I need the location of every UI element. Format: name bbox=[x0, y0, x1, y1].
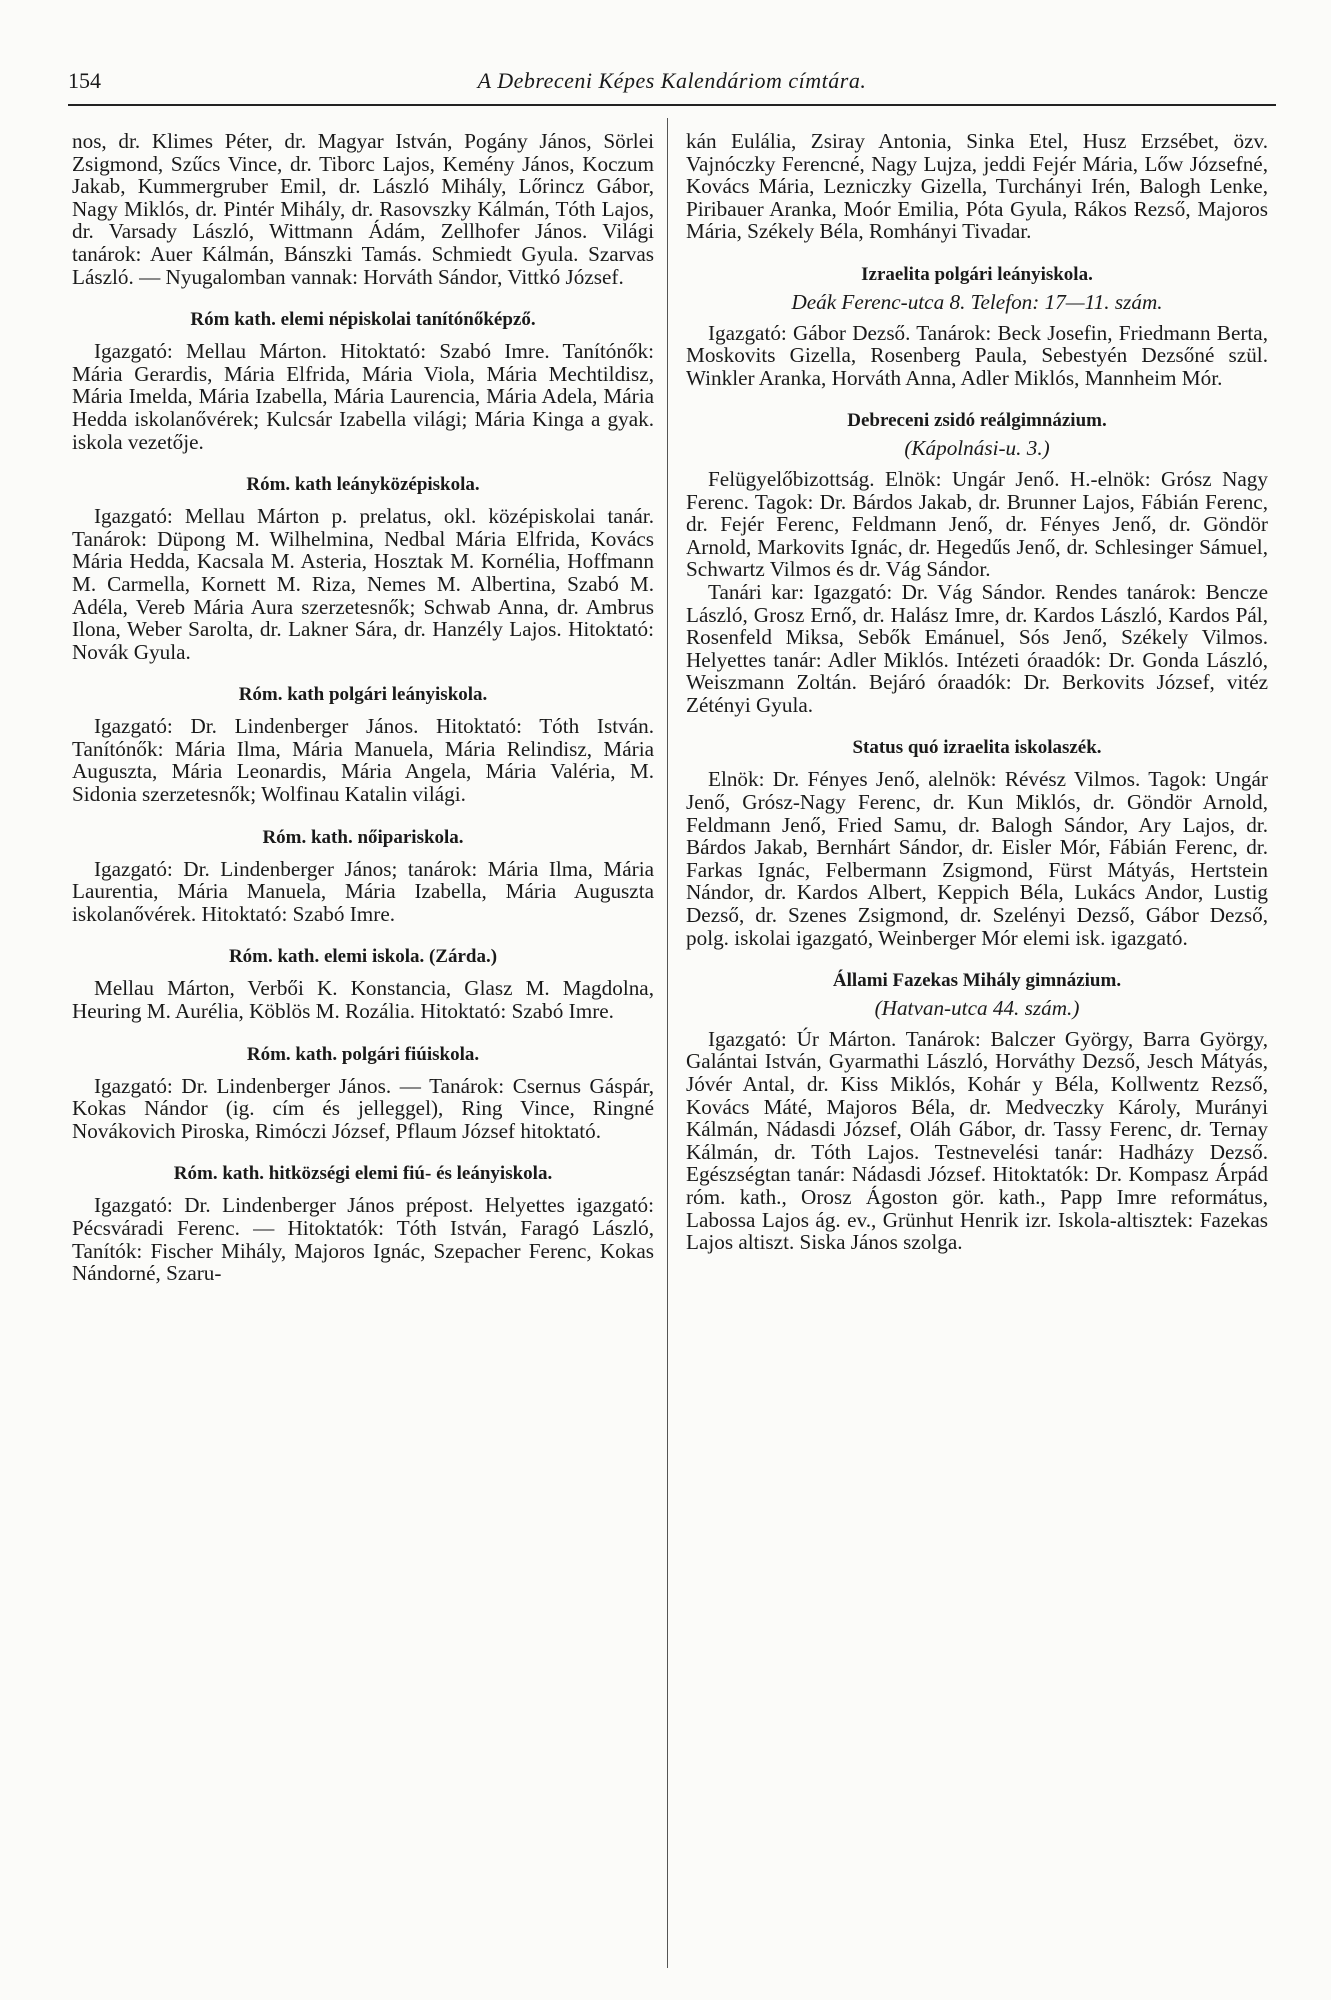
section-status-quo bbox=[686, 736, 1268, 949]
column-divider bbox=[667, 118, 668, 1968]
page-number: 154 bbox=[68, 68, 101, 93]
section-title: Róm kath. elemi népiskolai tanítónőképző. bbox=[190, 309, 536, 331]
section-title: Izraelita polgári leányiskola. bbox=[861, 263, 1093, 285]
section-text: Igazgató: Dr. Lindenberger János. — Tanárok: Csernus Gáspár, Kokas Nándor (ig. cím és jelleggel), Ring Vince, Ringné Novákovich Piroska, Rimóczi József, Pflaum József hitoktató. bbox=[72, 1073, 654, 1143]
section-title: Róm. kath. elemi iskola. (Zárda.) bbox=[228, 946, 498, 968]
section-title: Status quó izraelita iskolaszék. bbox=[852, 737, 1102, 759]
section-subtitle: Deák Ferenc-utca 8. Telefon: 17—11. szám. bbox=[791, 289, 1163, 314]
section-title: Róm. kath. nőipariskola. bbox=[262, 826, 464, 848]
section-text: Igazgató: Mellau Márton. Hitoktató: Szabó Imre. Tanítónők: Mária Gerardis, Mária Elfrida, Mária Viola, Mária Mechtildisz, Mária Imelda, Mária Izabella, Mária Laurencia, Mária Adela, Mária Hedda iskolanővérek; Kulcsár Izabella világi; Mária Kinga a gyak. iskola vezetője. bbox=[72, 339, 654, 454]
section-zsido-realgimnazium bbox=[686, 409, 1268, 716]
section-noipariskola bbox=[72, 826, 654, 926]
page-header bbox=[68, 64, 1276, 106]
section-title: Róm. kath. hitközségi elemi fiú- és leányiskola. bbox=[173, 1163, 553, 1185]
section-text: Elnök: Dr. Fényes Jenő, alelnök: Révész Vilmos. Tagok: Ungár Jenő, Grósz-Nagy Ferenc, dr. Kun Miklós, dr. Göndör Arnold, Feldmann Jenő, Fried Samu, dr. Balogh Sándor, Ary Lajos, dr. Bárdos Jakab, Bernhárt Sándor, dr. Eisler Mór, Fábián Ferenc, dr. Farkas Ignác, Felbermann Zsigmond, Fürst Mátyás, Hertstein Nándor, dr. Kardos Albert, Keppich Béla, Lukács Andor, Lustig Dezső, dr. Szenes Zsigmond, dr. Szelényi Dezső, Gábor Dezső, polg. iskolai igazgató, Weinberger Mór elemi isk. igazgató. bbox=[686, 767, 1268, 950]
section-izraelita-polgari bbox=[686, 263, 1268, 389]
running-title: A Debreceni Képes Kalendáriom címtára. bbox=[477, 68, 867, 93]
section-text: Igazgató: Dr. Lindenberger János prépost. Helyettes igazgató: Pécsváradi Ferenc. — Hitoktatók: Tóth István, Faragó László, Tanítók: Fischer Mihály, Majoros Ignác, Szepacher Ferenc, Kokas Nándorné, Szaru- bbox=[72, 1193, 654, 1286]
section-title: Róm. kath. polgári fiúiskola. bbox=[246, 1043, 480, 1065]
section-text: Igazgató: Dr. Lindenberger János; tanárok: Mária Ilma, Mária Laurentia, Mária Manuela, Mária Izabella, Mária Auguszta iskolanővérek. Hitoktató: Szabó Imre. bbox=[72, 856, 654, 926]
section-text: Igazgató: Mellau Márton p. prelatus, okl. középiskolai tanár. Tanárok: Düpong M. Wilhelmina, Nedbal Mária Elfrida, Kovács Mária Hedda, Kacsala M. Asteria, Hosztak M. Kornélia, Hoffmann M. Carmella, Kornett M. Riza, Nemes M. Albertina, Szabó M. Adéla, Vereb Mária Aura szerzetesnők; Schwab Anna, dr. Ambrus Ilona, Weber Sarolta, dr. Lakner Sára, dr. Hanzély Lajos. Hitoktató: Novák Gyula. bbox=[72, 504, 654, 664]
section-noikepzo bbox=[72, 308, 654, 453]
section-hitkozsegi-elemi bbox=[72, 1162, 654, 1284]
section-title: Róm. kath leányközépiskola. bbox=[246, 474, 480, 496]
section-title: Debreceni zsidó reálgimnázium. bbox=[847, 410, 1107, 432]
section-text: Igazgató: Dr. Lindenberger János. Hitoktató: Tóth István. Tanítónők: Mária Ilma, Mária Manuela, Mária Relindisz, Mária Auguszta, Mária Leonardis, Mária Angela, Mária Valéria, M. Sidonia szerzetesnők; Wolfinau Katalin világi. bbox=[72, 714, 654, 807]
right-intro-text: kán Eulália, Zsiray Antonia, Sinka Etel, Husz Erzsébet, özv. Vajnóczky Ferencné, Nagy Lujza, jeddi Fejér Mária, Lőw Józsefné, Kovács Mária, Lezniczky Gizella, Turchányi Irén, Balogh Lenke, Piribauer Aranka, Moór Emilia, Póta Gyula, Rákos Rezső, Majoros Mária, Székely Béla, Romhányi Tivadar. bbox=[686, 129, 1268, 244]
section-fazekas-gimnazium bbox=[686, 969, 1268, 1254]
left-column bbox=[72, 130, 654, 1285]
section-polgari-fiuiskola bbox=[72, 1043, 654, 1143]
section-polgari-leanyiskola bbox=[72, 683, 654, 805]
section-text: Igazgató: Gábor Dezső. Tanárok: Beck Josefin, Friedmann Berta, Moskovits Gizella, Rosenberg Paula, Sebestyén Dezsőné szül. Winkler Aranka, Horváth Anna, Adler Miklós, Mannheim Mór. bbox=[686, 320, 1268, 390]
section-subtitle: (Kápolnási-u. 3.) bbox=[904, 436, 1050, 461]
section-text: Tanári kar: Igazgató: Dr. Vág Sándor. Rendes tanárok: Bencze László, Grosz Ernő, dr. Halász Imre, dr. Kardos László, Kardos Pál, Rosenfeld Miksa, Sebők Emánuel, Sós Jenő, Székely Vilmos. Helyettes tanár: Adler Miklós. Intézeti óraadók: Dr. Gonda László, Weiszmann Zoltán. Bejáró óraadók: Dr. Berkovits József, vitéz Zétényi Gyula. bbox=[686, 579, 1268, 717]
section-text: Igazgató: Úr Márton. Tanárok: Balczer György, Barra György, Galántai István, Gyarmathi László, Horváthy Dezső, Jesch Mátyás, Jóvér Antal, dr. Kiss Miklós, Kohár y Béla, Kollwentz Rezső, Kovács Máté, Majoros Béla, dr. Medveczky Károly, Murányi Kálmán, Nádasdi József, Oláh Gábor, dr. Tassy Ferenc, dr. Ternay Kálmán, dr. Tóth Lajos. Testnevelési tanár: Hadházy Dezső. Egészségtan tanár: Nádasdi József. Hitoktatók: Dr. Kompasz Árpád róm. kath., Orosz Ágoston gör. kath., Papp Imre református, Labossa Lajos ág. ev., Grünhut Henrik izr. Iskola-altisztek: Fazekas Lajos altiszt. Siska János szolga. bbox=[686, 1026, 1268, 1255]
section-subtitle: (Hatvan-utca 44. szám.) bbox=[874, 996, 1080, 1021]
left-intro-text: nos, dr. Klimes Péter, dr. Magyar István, Pogány János, Sörlei Zsigmond, Szűcs Vince, dr. Tiborc Lajos, Kemény János, Koczum Jakab, Kummergruber Emil, dr. László Mihály, Lőrincz Gábor, Nagy Miklós, dr. Pintér Mihály, dr. Rasovszky Kálmán, Tóth Lajos, dr. Varsady László, Wittmann Ádám, Zellhofer János. Világi tanárok: Auer Kálmán, Bánszki Tamás. Schmiedt Gyula. Szarvas László. — Nyugalomban vannak: Horváth Sándor, Vittkó József. bbox=[72, 129, 654, 289]
section-elemi-iskola-zarda bbox=[72, 945, 654, 1022]
section-title: Állami Fazekas Mihály gimnázium. bbox=[832, 970, 1122, 992]
section-title: Róm. kath polgári leányiskola. bbox=[238, 684, 488, 706]
right-column bbox=[686, 130, 1268, 1254]
section-text: Mellau Márton, Verbői K. Konstancia, Glasz M. Magdolna, Heuring M. Aurélia, Köblös M. Rozália. Hitoktató: Szabó Imre. bbox=[72, 976, 654, 1024]
section-text: Felügyelőbizottság. Elnök: Ungár Jenő. H.-elnök: Grósz Nagy Ferenc. Tagok: Dr. Bárdos Jakab, dr. Brunner Lajos, Fábián Ferenc, dr. Fejér Ferenc, Feldmann Jenő, dr. Fényes Jenő, dr. Göndör Arnold, Markovits Ignác, dr. Hegedűs Jenő, dr. Schlesinger Sámuel, Schwartz Vilmos és dr. Vág Sándor. bbox=[686, 466, 1268, 582]
section-leanykozepiskola bbox=[72, 473, 654, 663]
